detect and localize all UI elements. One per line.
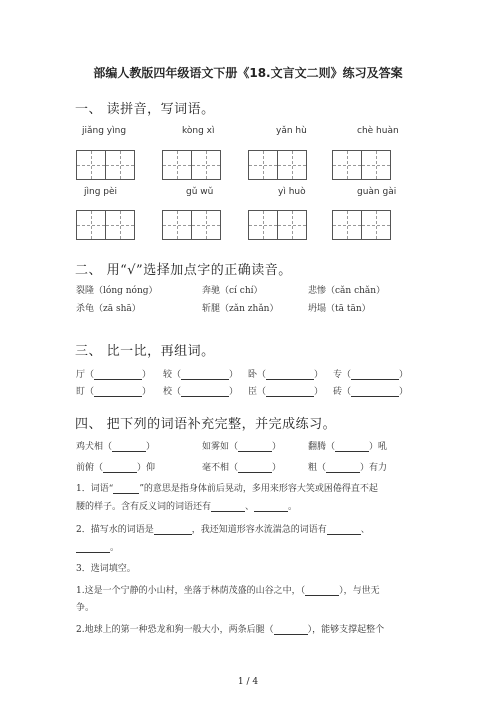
question-3-1-cont: 争。 — [76, 603, 95, 613]
section1-heading: 一、 读拼音，写词语。 — [75, 102, 215, 117]
question-3-2: 2.地球上的第一种恐龙和狗一般大小，两条后腿（ ），能够支撑起整个 — [76, 625, 385, 635]
question-1-cont: 腰的样子。含有反义词的词语还有 、 。 — [76, 502, 298, 512]
question-3-1: 1.这是一个宁静的小山村，坐落于林荫茂盛的山谷之中，（ ），与世无 — [76, 586, 380, 596]
compare-item[interactable]: 校（ ） — [163, 387, 239, 397]
compare-item[interactable]: 盯（ ） — [76, 387, 152, 397]
reading-item[interactable]: 斩腿（zǎn zhǎn） — [202, 304, 279, 314]
reading-item[interactable]: 杀龟（zā shā） — [76, 304, 141, 314]
writing-grid[interactable] — [76, 150, 134, 180]
question-1: 1．词语“ ”的意思是指身体前后晃动，多用来形容大笑或困倦得直不起 — [76, 484, 378, 494]
writing-grid[interactable] — [248, 150, 306, 180]
writing-grid[interactable] — [248, 210, 306, 240]
compare-item[interactable]: 卧（ ） — [248, 370, 324, 380]
compare-item[interactable]: 专（ ） — [333, 370, 409, 380]
writing-grid[interactable] — [162, 210, 220, 240]
reading-item[interactable]: 悲惨（cǎn chǎn） — [308, 286, 386, 296]
writing-grid[interactable] — [332, 210, 390, 240]
writing-grid[interactable] — [162, 150, 220, 180]
compare-item[interactable]: 厅（ ） — [76, 370, 152, 380]
writing-grid[interactable] — [76, 210, 134, 240]
pinyin: gǔ wǔ — [186, 187, 214, 197]
compare-item[interactable]: 较（ ） — [163, 370, 239, 380]
idiom-item[interactable]: 粗（ ）有力 — [308, 463, 388, 473]
idiom-item[interactable]: 毫不相（ ） — [202, 463, 282, 473]
section4-heading: 四、 把下列的词语补充完整，并完成练习。 — [75, 417, 337, 432]
section3-heading: 三、 比一比，再组词。 — [75, 344, 215, 359]
question-2-cont: 。 — [76, 540, 119, 553]
reading-item[interactable]: 裂隆（lóng nóng） — [76, 286, 158, 296]
pinyin: yǎn hù — [276, 126, 307, 136]
pinyin: yì huò — [278, 187, 306, 197]
section2-heading: 二、 用“√”选择加点字的正确读音。 — [75, 263, 292, 278]
idiom-item[interactable]: 鸡犬相（ ） — [76, 442, 156, 452]
pinyin: kòng xì — [182, 126, 215, 136]
page-number: 1 / 4 — [237, 677, 259, 687]
pinyin: guàn gài — [357, 187, 397, 197]
idiom-item[interactable]: 翻腾（ ）吼 — [308, 442, 388, 452]
question-3: 3．选词填空。 — [76, 564, 136, 574]
pinyin: jiǎng yìng — [82, 126, 127, 136]
reading-item[interactable]: 坍塌（tā tān） — [308, 304, 371, 314]
compare-item[interactable]: 臣（ ） — [248, 387, 324, 397]
pinyin: chè huàn — [357, 126, 399, 136]
question-2: 2．描写水的词语是 ，我还知道形容水流湍急的词语有 、 — [76, 525, 370, 535]
reading-item[interactable]: 奔驰（cí chí） — [202, 286, 263, 296]
pinyin: jìng pèi — [84, 187, 118, 197]
compare-item[interactable]: 砖（ ） — [333, 387, 409, 397]
idiom-item[interactable]: 如雾如（ ） — [202, 442, 282, 452]
page-title: 部编人教版四年级语文下册《18.文言文二则》练习及答案 — [93, 66, 403, 80]
idiom-item[interactable]: 前俯（ ）仰 — [76, 463, 156, 473]
writing-grid[interactable] — [332, 150, 390, 180]
